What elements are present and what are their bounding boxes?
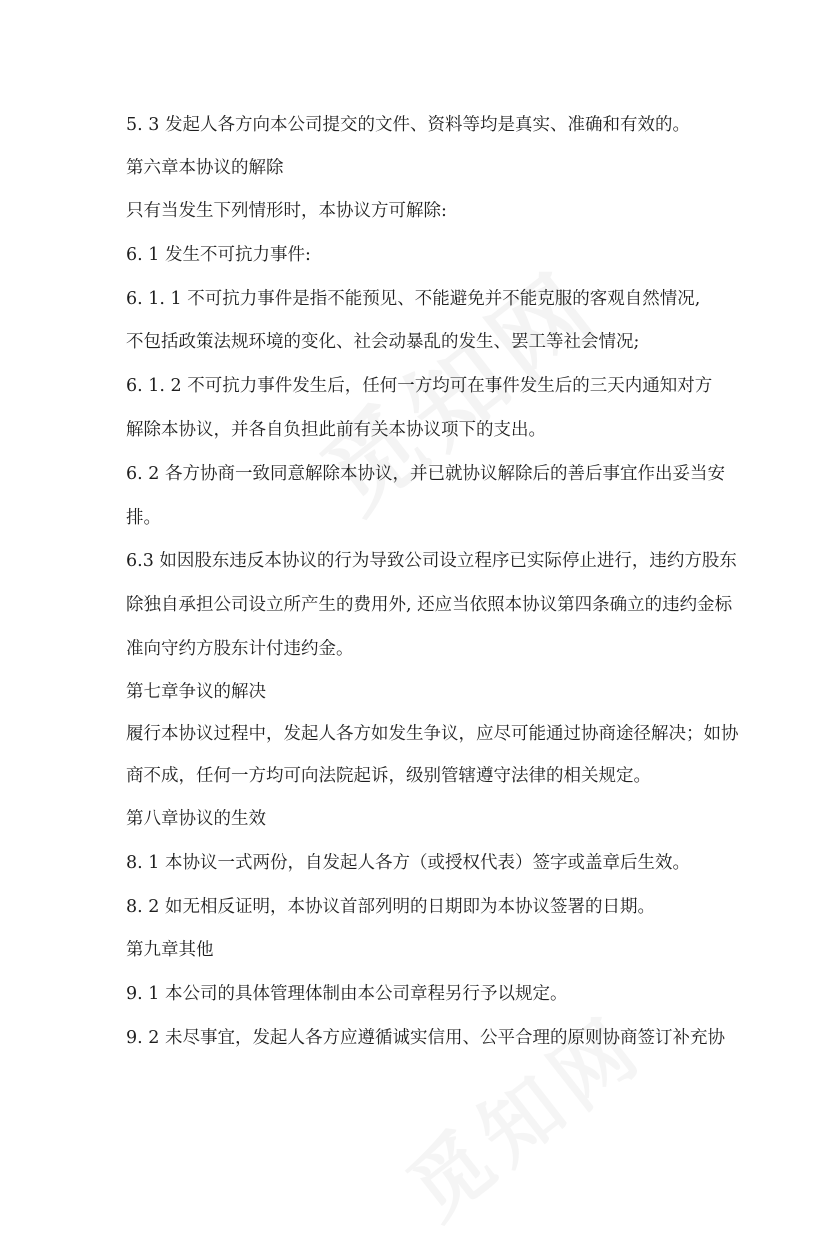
clause-9-1: 9. 1 本公司的具体管理体制由本公司章程另行予以规定。 — [126, 984, 568, 1004]
clause-6-3-line2: 除独自承担公司设立所产生的费用外, 还应当依照本协议第四条确立的违约金标 — [126, 595, 733, 615]
chapter-9-heading: 第九章其他 — [126, 940, 214, 960]
clause-9-2: 9. 2 未尽事宜，发起人各方应遵循诚实信用、公平合理的原则协商签订补充协 — [126, 1028, 725, 1048]
watermark-bottom — [380, 984, 664, 1241]
clause-6-2-line2: 排。 — [126, 508, 161, 528]
clause-6-1-1-line2: 不包括政策法规环境的变化、社会动暴乱的发生、罢工等社会情况; — [126, 332, 640, 352]
chapter-8-heading: 第八章协议的生效 — [126, 809, 266, 829]
chapter-6-heading: 第六章本协议的解除 — [126, 158, 284, 178]
clause-6-3-line3: 准向守约方股东计付违约金。 — [126, 639, 354, 659]
chapter-7-line2: 商不成，任何一方均可向法院起诉，级别管辖遵守法律的相关规定。 — [126, 766, 651, 786]
clause-8-2: 8. 2 如无相反证明，本协议首部列明的日期即为本协议签署的日期。 — [126, 897, 655, 917]
clause-6-1-1-line1: 6. 1. 1 不可抗力事件是指不能预见、不能避免并不能克服的客观自然情况, — [126, 289, 701, 309]
clause-6-3-line1: 6.3 如因股东违反本协议的行为导致公司设立程序已实际停止进行，违约方股东 — [126, 551, 737, 571]
clause-6-1-2-line1: 6. 1. 2 不可抗力事件发生后，任何一方均可在事件发生后的三天内通知对方 — [126, 376, 713, 396]
clause-6-1: 6. 1 发生不可抗力事件: — [126, 245, 311, 265]
chapter-7-heading: 第七章争议的解决 — [126, 682, 266, 702]
clause-6-2-line1: 6. 2 各方协商一致同意解除本协议，并已就协议解除后的善后事宜作出妥当安 — [126, 464, 725, 484]
clause-6-1-2-line2: 解除本协议，并各自负担此前有关本协议项下的支出。 — [126, 420, 546, 440]
chapter-7-line1: 履行本协议过程中，发起人各方如发生争议，应尽可能通过协商途径解决；如协 — [126, 724, 739, 744]
chapter-6-intro: 只有当发生下列情形时，本协议方可解除: — [126, 201, 447, 221]
clause-5-3: 5. 3 发起人各方向本公司提交的文件、资料等均是真实、准确和有效的。 — [126, 115, 690, 135]
clause-8-1: 8. 1 本协议一式两份，自发起人各方（或授权代表）签字或盖章后生效。 — [126, 853, 690, 873]
